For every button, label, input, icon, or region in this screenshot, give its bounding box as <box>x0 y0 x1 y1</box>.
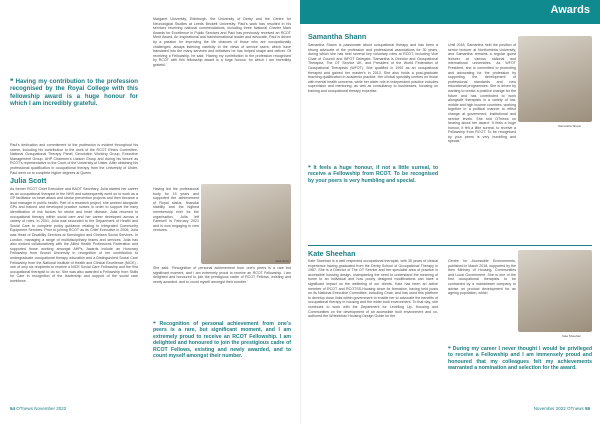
pull-quote-julia: ❝ Recognition of personal achievement from one's peers is a rare, but significant moment, and I am extremely proud to receive an RCOT Fellowship. I am delighted and honoured to join the prestigious cadre of RCOT Fellows, existing and newly awarded, and to count myself amongst their number. <box>153 321 291 360</box>
kate-column-1: Kate Sheehan is a well respected occupational therapist, with 35 years of clinical experience having graduated from the Derby School of Occupational Therapy in 1987. She is a Director of The OT Service and her specialist area of practice is accessible housing design, championing the need to understand the meaning of home to an individual and how poorly designed modifications can have a significant impact on the wellbeing of our clients. Kate has been an active member of RCOT and RCOTSS-Housing since its formation, having held posts on its National Executive Committee, including Chair, and has used this platform to develop close links within government to enable her to advocate the benefits of occupational therapy in housing and the wider built environment. To that day, she continues to work with the Department for Levelling Up, Housing and Communities on the development of an accessible built environment and co-authored the Wheelchair Housing Design Guide for the <box>308 259 438 319</box>
pull-quote-samantha: ❝ It feels a huge honour, if not a little surreal, to receive a Fellowship from RCOT. To be recognised by your peers is very humbling and special. <box>308 165 439 184</box>
kate-name-heading: Kate Sheehan <box>308 249 356 258</box>
kate-photo <box>518 250 592 332</box>
footer-left <box>10 406 290 424</box>
julia-photo-caption: Julia Scott <box>275 259 289 263</box>
pull-quote-paul: ❝ Having my contribution to the profession recognised by the Royal College with this fellowship award is a huge honour for which I am incredibly grateful. <box>10 78 138 108</box>
samantha-name-heading: Samantha Shann <box>308 32 367 41</box>
section-title: Awards <box>550 4 590 16</box>
samantha-photo <box>518 36 592 122</box>
quote-mark-icon: ❝ <box>153 321 160 327</box>
julia-column-2b: She said: 'Recognition of personal achievement from one's peers is a rare but significant moment, and I am extremely proud to receive an RCOT Fellowship. I am delighted and honoured to join the prestigious cadre of RCOT Fellows, existing and newly awarded, and to count myself amongst their number.' <box>153 266 291 284</box>
page-number-right: 55 <box>584 406 590 411</box>
page-number-left: 54 <box>10 406 16 411</box>
julia-photo <box>201 184 291 264</box>
quote-mark-icon: ❝ <box>10 78 16 85</box>
section-header-bar <box>300 0 600 24</box>
publication-left: OTnews November 2022 <box>16 406 67 411</box>
samantha-column-1: Samantha Shann is passionate about occupational therapy and has been a strong advocate of the profession and professional associations for 30 years, during which she has held several key voluntary roles at RCOT, including Vice Chair of Council and WFOT Delegate. Samantha is Director and Occupational Therapist, The OT Service UK, and President of the World Federation of Occupational Therapists (WFOT). She qualified in 1992 as an occupational therapist and gained her master's in 2013. She also holds a post-graduate teaching qualification in academic practice. Her clinical specialty centres on those with mental health concerns, while her wider role in independent practice includes supervision and mentoring, as well as consultancy to businesses, focusing on training and occupational therapy expertise. <box>308 43 438 93</box>
samantha-photo-caption: Samantha Shann <box>558 124 582 128</box>
paul-column-2: Margaret University, Edinburgh, the University of Derby and the Centre for Neurological Studies at Leeds Beckett University. Paul's work has resulted in his services receiving national commendations, including three National Charter Mark Awards for Excellence in Public Services and Paul has previously received an RCOT Merit Award. An inspirational and transformational leader and advocate, Paul is driven by a passion for improving the life chances of those who are occupationally challenged, always listening carefully to the views of service users, which have translated into the many services and initiatives he has helped shape and deliver. Of receiving a Fellowship, he said: 'Having my contribution to the profession recognised by RCOT with this fellowship award is a huge honour, for which I am incredibly grateful.' <box>153 17 291 67</box>
section-rule <box>308 245 592 246</box>
julia-column-2a: Having led the professional body for 15 years and supported the achievement of Royal status, financial stability and the highest membership ever for the organisation, Julia left Farewell in February 2021 and is now engaging in new ventures. <box>153 187 199 233</box>
pull-quote-kate: ❝ During my career I never thought I would be privileged to receive a Fellowship and I am immensely proud and honoured that my colleagues felt my achievements warranted a nomination and selection for the award. <box>448 346 592 372</box>
footer-right <box>310 406 590 424</box>
paul-column-1: Paul's dedication and commitment to the profession is evident throughout his career, including his contribution to the work of the RCOT Ethics Committee, National Occupational Therapy Panel, Devolution Working Group, Executive Management Group, AHP Chairmen's Liaison Group and during his tenure as RCOT's representative to the Court of the University of Ulster. After obtaining his professional qualification in occupational therapy from the University of Ulster, Paul went on to complete higher degrees at Queen <box>10 143 138 175</box>
samantha-column-2: Until 2018, Samantha held the position of senior lecturer at Northumbria University, and Samantha remains a regular guest lecturer at various national and international universities. As WFOT President, she is committed to promoting and advocating for the profession by supporting the development of professional standards and new educational programmes. She is driven by wanting to create a positive change for the future and has contributed to work alongside therapists in a variety of low, middle and high income countries, working together in a political manner to effect change at government, institutional and service levels. She told OTnews on hearing about her award: 'It feels a huge honour, it felt a little surreal, to receive a Fellowship from RCOT. To be recognised by your peers is very humbling and special.' <box>448 43 516 144</box>
julia-column-1: As former RCOT Chief Executive and BAOT Secretary, Julia started her career as an occupational therapist in the NHS and subsequently went on to work as a GP facilitator on heart attack and stroke prevention projects and then became a lead manager in public health. Part of a research project, she worked alongside GPs and trained and developed practice nurses in order to support the early identification of risk factors for stroke and heart disease. Julia returned to occupational therapy within social care and her career developed across a variety of roles. In 2001, Julia was seconded to the Department of Health and Social Care to complete policy guidance relating to Integrated Community Equipment Services. Prior to joining RCOT as its Chief Executive in 2006, Julia was Head of Disability Services at Kensington and Chelsea Social Services. In London, managing a range of multidisciplinary teams and services. Julia has also worked collaboratively with the Allied Health Professions Federation and supported those working amongst AHPs. Awards include an Honorary Fellowship from Brunel University in recognition of her contribution to undergraduate occupational therapy education and a Distinguished Social Care Fellowship from the National Institute of Health and Clinical Excellence (NICE) - one of only six recipients to receive a NICE Social Care Fellowship and the first occupational therapist to do so. She was also awarded a Fellowship from Skills for Care in recognition of the leadership and support of the social care workforce. <box>10 187 138 283</box>
publication-right: November 2022 OTnews <box>533 406 584 411</box>
left-page <box>0 17 300 406</box>
kate-column-2: Centre for Accessible Environments, published in March 2018, supported by the then Ministry of Housing, Communities and Local Government. She is one of the first occupational therapists to be contracted by a mainstream company to advise on product development for an ageing population, which <box>448 259 516 296</box>
julia-name-heading: Julia Scott <box>10 176 47 185</box>
right-page <box>300 24 600 406</box>
kate-photo-caption: Kate Sheehan <box>562 334 582 338</box>
quote-mark-icon: ❝ <box>308 165 314 171</box>
quote-mark-icon: ❝ <box>448 346 453 352</box>
